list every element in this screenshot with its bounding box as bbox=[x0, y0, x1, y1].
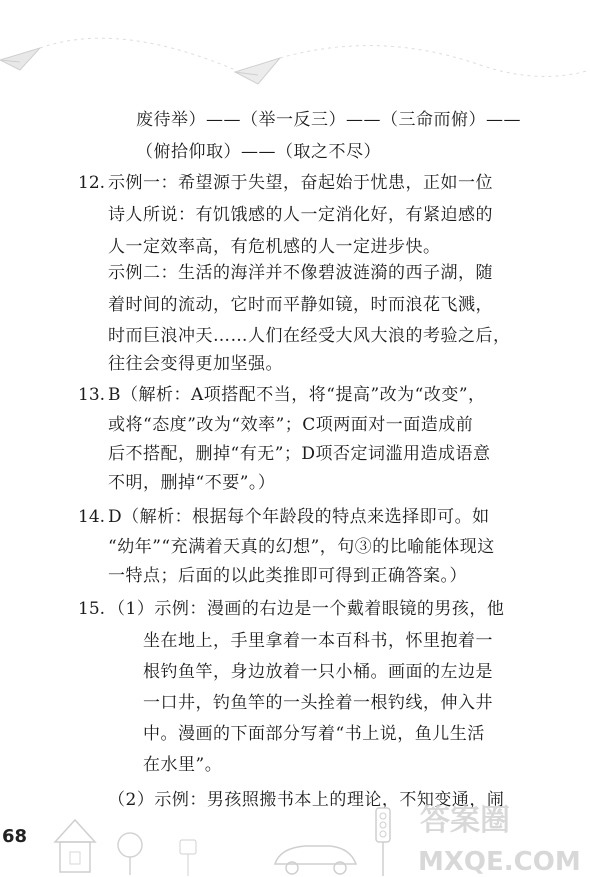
answer-line: “幼年”“充满着天真的幻想”，句③的比喻能体现这 bbox=[108, 537, 495, 557]
question-number: 13. bbox=[78, 385, 106, 405]
answer-line: 不明，删掉“不要”。） bbox=[108, 473, 276, 493]
answer-line: D（解析：根据每个年龄段的特点来选择即可。如 bbox=[108, 507, 490, 527]
question-number: 12. bbox=[78, 173, 106, 193]
answer-line: 人一定效率高，有危机感的人一定进步快。 bbox=[108, 237, 441, 257]
answer-line: 中。漫画的下面部分写着“书上说，鱼儿生活 bbox=[143, 724, 485, 744]
answer-line: 在水里”。 bbox=[143, 755, 223, 775]
answer-line: 废待举）——（举一反三）——（三命而俯）—— bbox=[136, 110, 521, 130]
page-number: 68 bbox=[2, 826, 28, 847]
answer-line: 一特点；后面的以此类推即可得到正确答案。） bbox=[108, 566, 467, 586]
answer-line: （俯拾仰取）——（取之不尽） bbox=[136, 142, 381, 162]
question-number: 14. bbox=[78, 507, 106, 527]
street-scene-decoration bbox=[0, 790, 590, 877]
answer-line: B（解析：A项搭配不当，将“提高”改为“改变”， bbox=[108, 385, 486, 405]
answer-line: 一口井，钓鱼竿的一头拴着一根钓线，伸入井 bbox=[143, 693, 493, 713]
question-number: 15. bbox=[78, 599, 106, 619]
answer-line: 后不搭配，删掉“有无”；D项否定词滥用造成语意 bbox=[108, 444, 491, 464]
answer-line: 着时间的流动，它时而平静如镜，时而浪花飞溅， bbox=[108, 295, 493, 315]
paper-airplane-decoration bbox=[0, 0, 590, 110]
answer-line: （1）示例：漫画的右边是一个戴着眼镜的男孩，他 bbox=[108, 599, 505, 619]
answer-line: 示例二：生活的海洋并不像碧波涟漪的西子湖，随 bbox=[108, 263, 493, 283]
svg-text:答案圈: 答案圈 bbox=[420, 803, 510, 838]
svg-text:MXQE.COM: MXQE.COM bbox=[418, 847, 581, 877]
answer-line: 根钓鱼竿，身边放着一只小桶。画面的左边是 bbox=[143, 662, 493, 682]
answer-line: 坐在地上，手里拿着一本百科书，怀里抱着一 bbox=[143, 631, 493, 651]
answer-line: （2）示例：男孩照搬书本上的理论，不知变通，闹 bbox=[108, 790, 505, 810]
answer-line: 时而巨浪冲天……人们在经受大风大浪的考验之后， bbox=[108, 326, 511, 346]
answer-line: 示例一：希望源于失望，奋起始于忧患，正如一位 bbox=[108, 173, 493, 193]
answer-line: 或将“态度”改为“效率”；C项两面对一面造成前 bbox=[108, 415, 474, 435]
answer-line: 诗人所说：有饥饿感的人一定消化好，有紧迫感的 bbox=[108, 205, 493, 225]
answer-line: 往往会变得更加坚强。 bbox=[108, 354, 283, 374]
